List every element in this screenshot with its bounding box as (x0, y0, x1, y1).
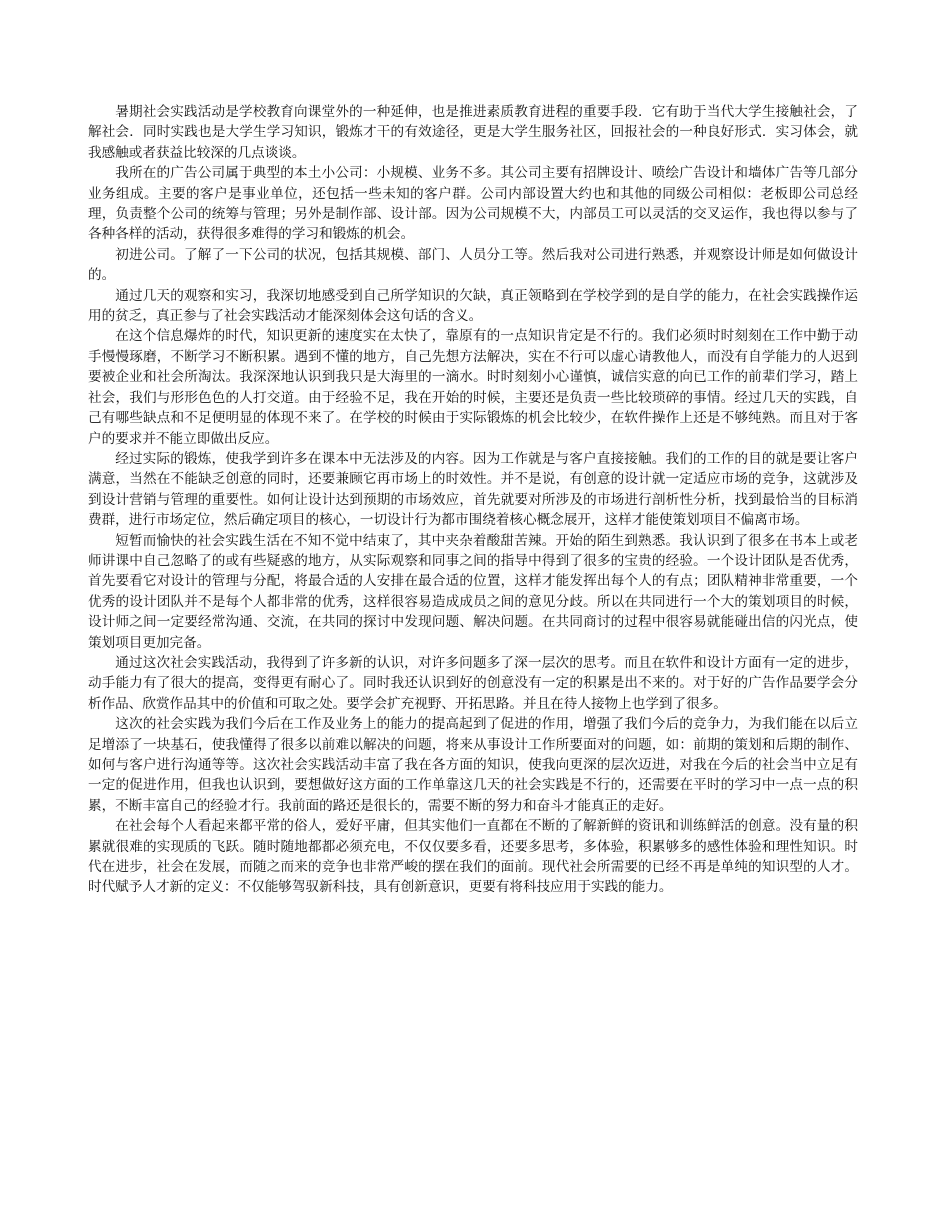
paragraph-6: 经过实际的锻炼，使我学到许多在课本中无法涉及的内容。因为工作就是与客户直接接触。我们的工作的目的就是要让客户满意，当然在不能缺乏创意的同时，还要兼顾它再市场上的时效性。并不是说，有创意的设计就一定适应市场的竞争，这就涉及到设计营销与管理的重要性。如何让设计达到预期的市场效应，首先就要对所涉及的市场进行剖析性分析，找到最恰当的目标消费群，进行市场定位，然后确定项目的核心，一切设计行为都市围绕着核心概念展开，这样才能使策划项目不偏离市场。 (88, 450, 858, 529)
paragraph-4: 通过几天的观察和实习，我深切地感受到自己所学知识的欠缺，真正领略到在学校学到的是自学的能力，在社会实践操作运用的贫乏，真正参与了社会实践活动才能深刻体会这句话的含义。 (88, 287, 858, 325)
paragraph-8: 通过这次社会实践活动，我得到了许多新的认识，对许多问题多了深一层次的思考。而且在软件和设计方面有一定的进步，动手能力有了很大的提高，变得更有耐心了。同时我还认识到好的创意没有一定的积累是出不来的。对于好的广告作品要学会分析作品、欣赏作品其中的价值和可取之处。要学会扩充视野、开拓思路。并且在待人接物上也学到了很多。 (88, 654, 858, 712)
paragraph-1: 暑期社会实践活动是学校教育向课堂外的一种延伸，也是推进素质教育进程的重要手段．它有助于当代大学生接触社会，了解社会．同时实践也是大学生学习知识，锻炼才干的有效途径，更是大学生服务社区，回报社会的一种良好形式．实习体会，就我感触或者获益比较深的几点谈谈。 (88, 104, 858, 161)
document-body (88, 102, 858, 898)
paragraph-9: 这次的社会实践为我们今后在工作及业务上的能力的提高起到了促进的作用，增强了我们今后的竞争力，为我们能在以后立足增添了一块基石，使我懂得了很多以前难以解决的问题，将来从事设计工作所要面对的问题，如：前期的策划和后期的制作、如何与客户进行沟通等等。这次社会实践活动丰富了我在各方面的知识，使我向更深的层次迈进，对我在今后的社会当中立足有一定的促进作用，但我也认识到，要想做好这方面的工作单靠这几天的社会实践是不行的，还需要在平时的学习中一点一点的积累，不断丰富自己的经验才行。我前面的路还是很长的，需要不断的努力和奋斗才能真正的走好。 (88, 716, 858, 814)
paragraph-10: 在社会每个人看起来都平常的俗人，爱好平庸，但其实他们一直都在不断的了解新鲜的资讯和训练鲜活的创意。没有量的积累就很难的实现质的飞跃。随时随地都都必须充电，不仅仅要多看，还要多思考，多体验，积累够多的感性体验和理性知识。时代在进步，社会在发展，而随之而来的竞争也非常严峻的摆在我们的面前。现代社会所需要的已经不再是单纯的知识型的人才。时代赋予人才新的定义：不仅能够驾驭新科技，具有创新意识，更要有将科技应用于实践的能力。 (88, 818, 858, 896)
paragraph-2: 我所在的广告公司属于典型的本土小公司：小规模、业务不多。其公司主要有招牌设计、喷绘广告设计和墙体广告等几部分业务组成。主要的客户是事业单位，还包括一些未知的客户群。公司内部设置大约也和其他的同级公司相似：老板即公司总经理，负责整个公司的统筹与管理；另外是制作部、设计部。因为公司规模不大，内部员工可以灵活的交叉运作，我也得以参与了各种各样的活动，获得很多难得的学习和锻炼的机会。 (88, 165, 858, 243)
paragraph-7: 短暂而愉快的社会实践生活在不知不觉中结束了，其中夹杂着酸甜苦辣。开始的陌生到熟悉。我认识到了很多在书本上或老师讲课中自己忽略了的或有些疑惑的地方，从实际观察和同事之间的指导中得到了很多的宝贵的经验。一个设计团队是否优秀，首先要看它对设计的管理与分配，将最合适的人安排在最合适的位置，这样才能发挥出每个人的有点；团队精神非常重要，一个优秀的设计团队并不是每个人都非常的优秀，这样很容易造成成员之间的意见分歧。所以在共同进行一个大的策划项目的时候，设计师之间一定要经常沟通、交流，在共同的探讨中发现问题、解决问题。在共同商讨的过程中很容易就能碰出信的闪光点，使策划项目更加完备。 (88, 532, 858, 651)
paragraph-5: 在这个信息爆炸的时代，知识更新的速度实在太快了，靠原有的一点知识肯定是不行的。我们必须时时刻刻在工作中勤于动手慢慢琢磨，不断学习不断积累。遇到不懂的地方，自己先想方法解决，实在不行可以虚心请教他人，而没有自学能力的人迟到要被企业和社会所淘汰。我深深地认识到我只是大海里的一滴水。时时刻刻小心谨慎，诚信实意的向已工作的前辈们学习，踏上社会，我们与形形色色的人打交道。由于经验不足，我在开始的时候，主要还是负责一些比较琐碎的事情。经过几天的实践，自己有哪些缺点和不足便明显的体现不来了。在学校的时候由于实际锻炼的机会比较少，在软件操作上还是不够纯熟。而且对于客户的要求并不能立即做出反应。 (88, 328, 858, 447)
paragraph-3: 初进公司。了解了一下公司的状况，包括其规模、部门、人员分工等。然后我对公司进行熟悉，并观察设计师是如何做设计的。 (88, 246, 858, 284)
